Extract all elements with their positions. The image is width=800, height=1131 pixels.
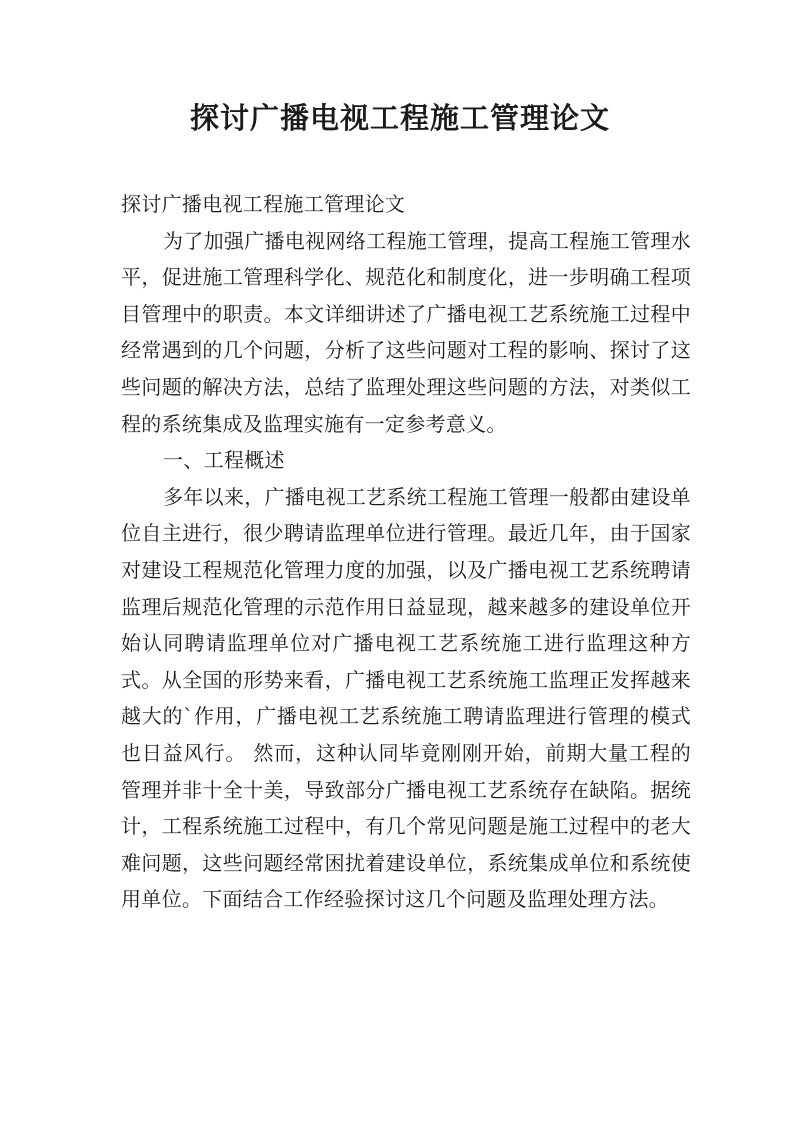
document-title: 探讨广播电视工程施工管理论文: [189, 101, 610, 135]
overview-paragraph: 多年以来，广播电视工艺系统工程施工管理一般都由建设单位自主进行，很少聘请监理单位进行管理。最近几年，由于国家对建设工程规范化管理力度的加强，以及广播电视工艺系统聘请监理后规范化管理的示范作用日益显现，越来越多的建设单位开始认同聘请监理单位对广播电视工艺系统施工进行监理这种方式。从全国的形势来看，广播电视工艺系统施工监理正发挥越来越大的`作用，广播电视工艺系统施工聘请监理进行管理的模式也日益风行。 然而，这种认同毕竟刚刚开始，前期大量工程的管理并非十全十美，导致部分广播电视工艺系统存在缺陷。据统计，工程系统施工过程中，有几个常见问题是施工过程中的老大难问题，这些问题经常困扰着建设单位，系统集成单位和系统使用单位。下面结合工作经验探讨这几个问题及监理处理方法。: [121, 484, 691, 912]
document-body: [121, 186, 691, 918]
abstract-paragraph: 为了加强广播电视网络工程施工管理，提高工程施工管理水平，促进施工管理科学化、规范化和制度化，进一步明确工程项目管理中的职责。本文详细讲述了广播电视工艺系统施工过程中经常遇到的几个问题，分析了这些问题对工程的影响、探讨了这些问题的解决方法，总结了监理处理这些问题的方法，对类似工程的系统集成及监理实施有一定参考意义。: [121, 228, 691, 436]
section-heading: 一、工程概述: [163, 448, 285, 473]
document-subtitle: 探讨广播电视工程施工管理论文: [121, 192, 406, 216]
